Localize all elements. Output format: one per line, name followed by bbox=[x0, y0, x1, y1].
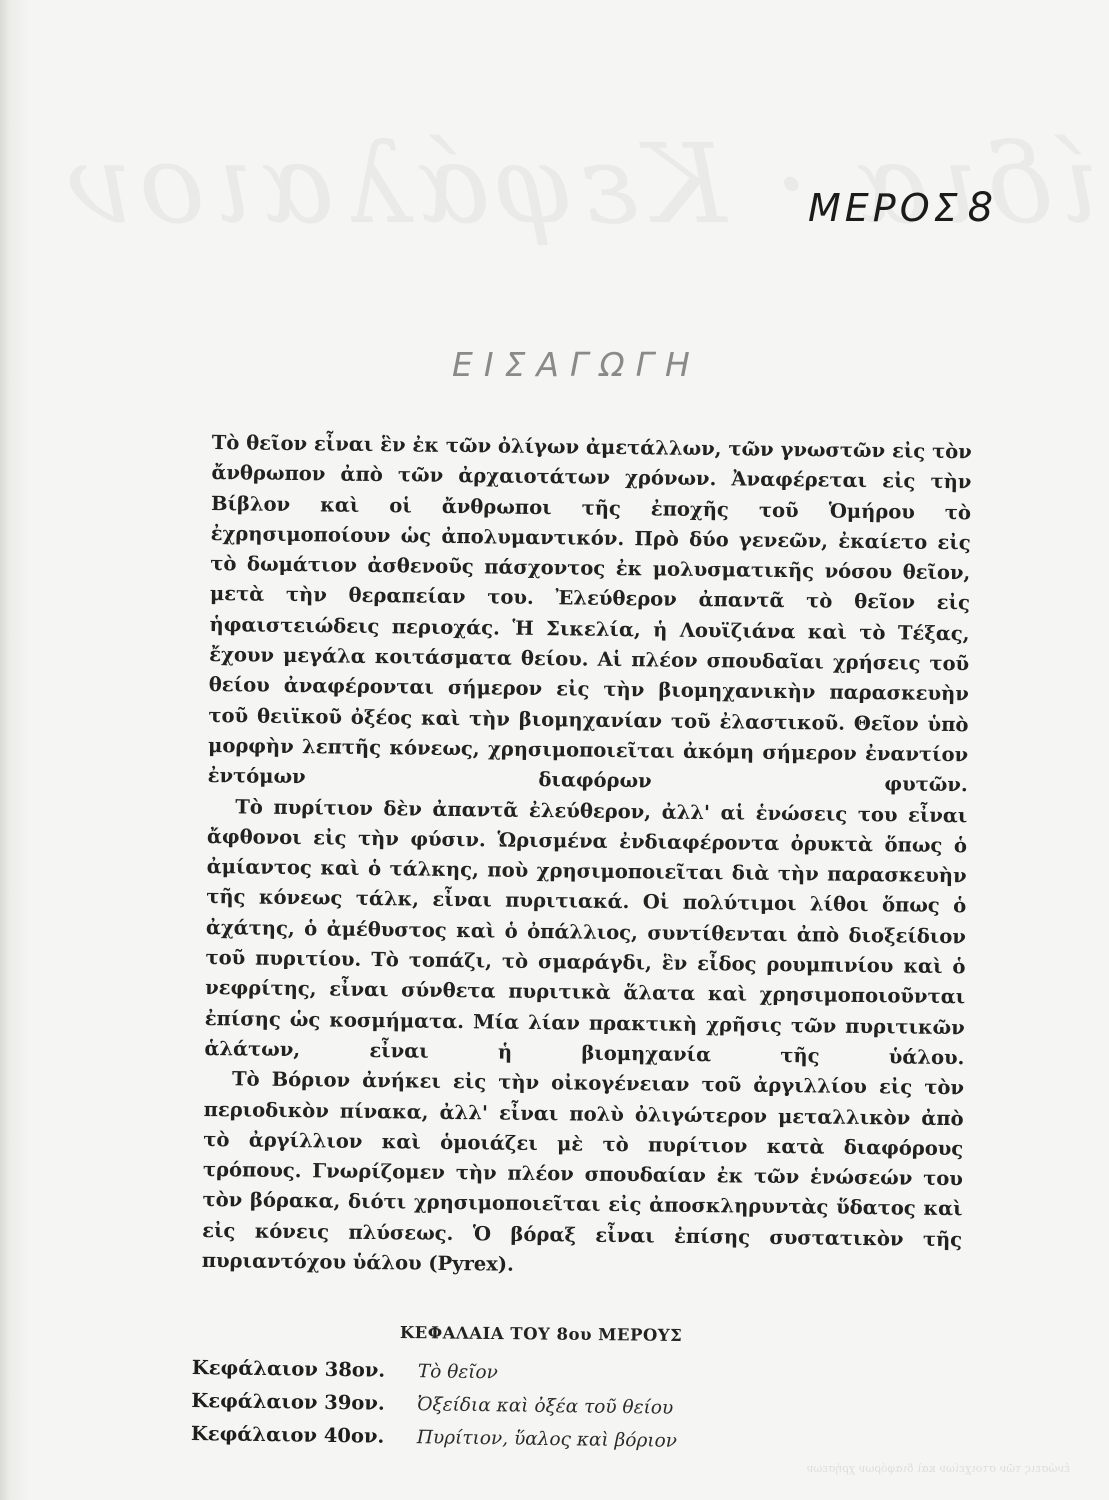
show-through-ghost-footer: ἑνώσεις τῶν στοιχείων καὶ διαφόρων χρήσεων bbox=[806, 1462, 1070, 1475]
intro-title: ΕΙΣΑΓΩΓΗ bbox=[452, 345, 701, 384]
intro-body bbox=[202, 428, 972, 1286]
chapter-list bbox=[191, 1356, 752, 1463]
part-label: ΜΕΡΟΣ bbox=[808, 186, 962, 230]
chapter-number: Κεφάλαιον 38ον. bbox=[191, 1356, 386, 1382]
chapter-title: Πυρίτιον, ὕαλος καὶ βόριον bbox=[416, 1427, 678, 1452]
chapter-number: Κεφάλαιον 39ον. bbox=[191, 1388, 385, 1415]
part-heading bbox=[808, 185, 993, 231]
chapter-title: Ὀξείδια καὶ ὀξέα τοῦ θείου bbox=[417, 1394, 674, 1419]
chapters-heading: ΚΕΦΑΛΑΙΑ ΤΟΥ 8ου ΜΕΡΟΥΣ bbox=[399, 1323, 683, 1345]
paragraph-sulfur: Τὸ θεῖον εἶναι ἓν ἐκ τῶν ὀλίγων ἀμετάλλων, τῶν γνωστῶν εἰς τὸν ἄνθρωπον ἀπὸ τῶν ἀρχαιοτάτων χρόνων. Ἀναφέρεται εἰς τὴν Βίβλον καὶ οἱ ἄνθρωποι τῆς ἐποχῆς τοῦ Ὁμήρου τὸ ἐχρησιμοποίουν ὡς ἀπολυμαντικόν. Πρὸ δύο γενεῶν, ἐκαίετο εἰς τὸ δωμάτιον ἀσθενοῦς πάσχοντος ἐκ μολυσματικῆς νόσου θεῖον, μετὰ τὴν θεραπείαν του. Ἐλεύθερον ἀπαντᾶ τὸ θεῖον εἰς ἡφαιστειώδεις περιοχάς. Ἡ Σικελία, ἡ Λουϊζιάνα καὶ τὸ Τέξας, ἔχουν μεγάλα κοιτάσματα θείου. Αἱ πλέον σπουδαῖαι χρήσεις τοῦ θείου ἀναφέρονται σήμερον εἰς τὴν βιομηχανικὴν παρασκευὴν τοῦ θειϊκοῦ ὀξέος καὶ τὴν βιομηχανίαν τοῦ ἐλαστικοῦ. Θεῖον ὑπὸ μορφὴν λεπτῆς κόνεως, χρησιμοποιεῖται ἀκόμη σήμερον ἐναντίον ἐντόμων διαφόρων φυτῶν. bbox=[207, 430, 972, 797]
paragraph-boron: Τὸ Βόριον ἀνήκει εἰς τὴν οἰκογένειαν τοῦ ἀργιλλίου εἰς τὸν περιοδικὸν πίνακα, ἀλλ' εἶναι πολὺ ὀλιγώτερον μεταλλικὸν ἀπὸ τὸ ἀργίλλιον καὶ ὁμοιάζει μὲ τὸ πυρίτιον κατὰ διαφόρους τρόπους. Γνωρίζομεν τὴν πλέον σπουδαίαν ἐκ τῶν ἑνώσεών του τὸν βόρακα, διότι χρησιμοποιεῖται εἰς ἀποσκληρυντὰς ὕδατος καὶ εἰς κόνεις πλύσεως. Ὁ βόραξ εἶναι ἐπίσης συστατικὸν τῆς πυριαντόχου ὑάλου (Pyrex). bbox=[201, 1067, 965, 1276]
chapter-title: Τὸ θεῖον bbox=[417, 1361, 499, 1384]
part-number: 8 bbox=[967, 185, 994, 231]
chapter-number: Κεφάλαιον 40ον. bbox=[190, 1421, 385, 1448]
chapter-row bbox=[191, 1422, 751, 1463]
paragraph-silicon: Τὸ πυρίτιον δὲν ἀπαντᾶ ἐλεύθερον, ἀλλ' αἱ ἑνώσεις του εἶναι ἄφθονοι εἰς τὴν φύσιν. Ὡρισμένα ἐνδιαφέροντα ὀρυκτὰ ὅπως ὁ ἀμίαντος καὶ ὁ τάλκης, ποὺ χρησιμοποιεῖται διὰ τὴν παρασκευὴν τῆς κόνεως τάλκ, εἶναι πυριτιακά. Οἱ πολύτιμοι λίθοι ὅπως ὁ ἀχάτης, ὁ ἀμέθυστος καὶ ὁ ὀπάλλιος, συντίθενται ἀπὸ διοξείδιον τοῦ πυριτίου. Τὸ τοπάζι, τὸ σμαράγδι, ἓν εἶδος ρουμπινίου καὶ ὁ νεφρίτης, εἶναι σύνθετα πυριτικὰ ἅλατα καὶ χρησιμοποιοῦνται ἐπίσης ὡς κοσμήματα. Μία λίαν πρακτικὴ χρῆσις τῶν πυριτικῶν ἁλάτων, εἶναι ἡ βιομηχανία τῆς ὑάλου. bbox=[204, 794, 968, 1070]
